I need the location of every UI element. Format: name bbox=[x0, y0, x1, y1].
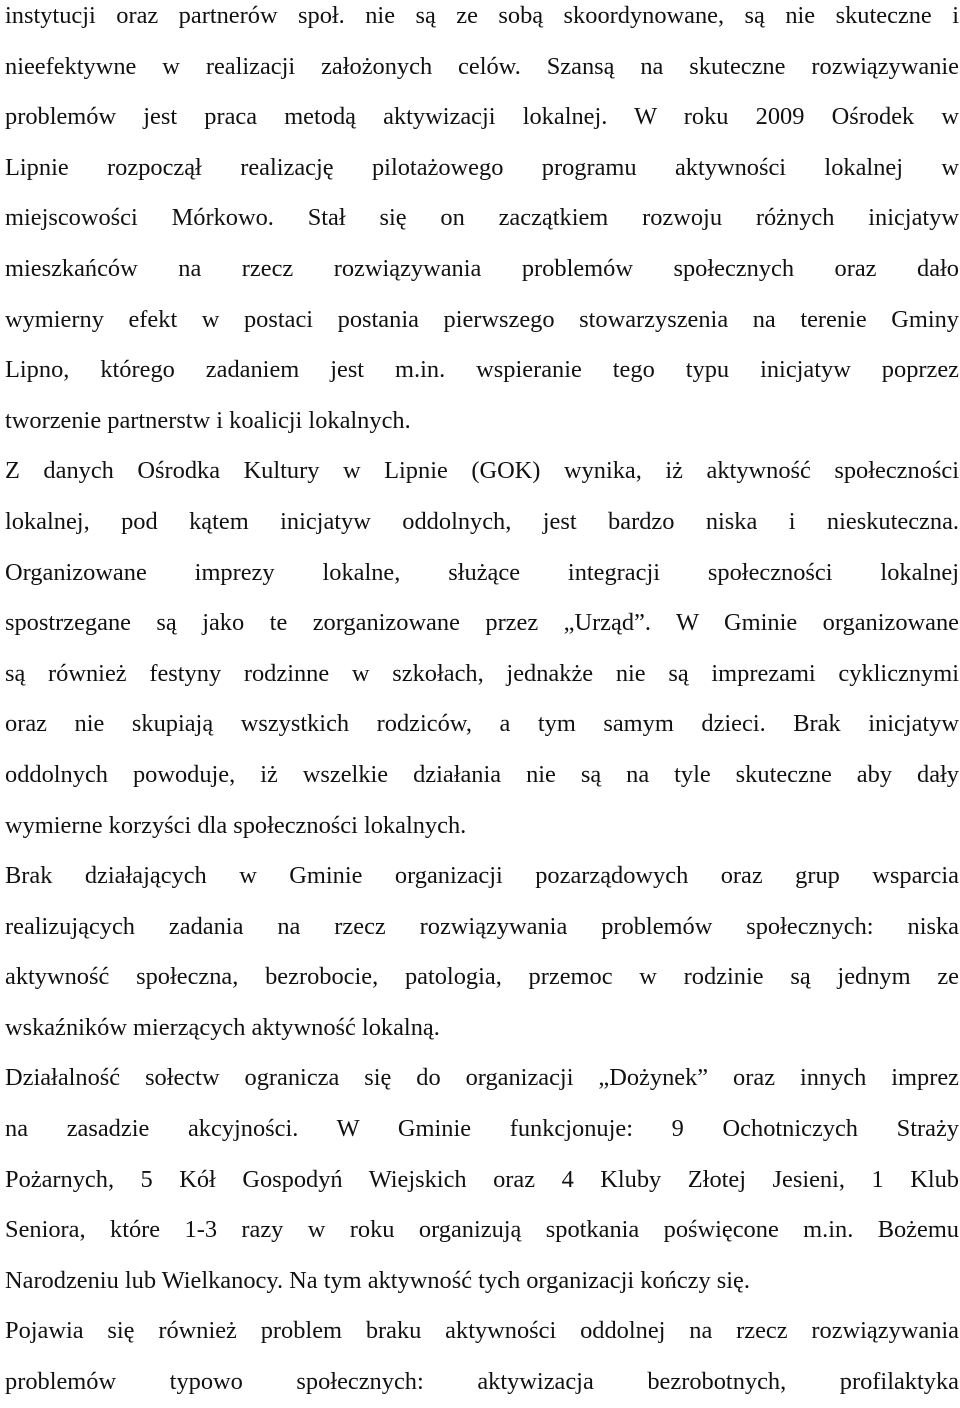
text-line: wskaźników mierzących aktywność lokalną. bbox=[5, 1013, 440, 1041]
paragraph-aktywnosc-oddolna bbox=[5, 1306, 959, 1407]
text-line: instytucji oraz partnerów społ. nie są ze sobą skoordynowane, są nie skuteczne i bbox=[5, 2, 959, 29]
text-line: aktywność społeczna, bezrobocie, patologia, przemoc w rodzinie są jednym ze bbox=[5, 963, 959, 991]
text-line: realizujących zadania na rzecz rozwiązywania problemów społecznych: niska bbox=[5, 912, 959, 940]
text-line: Pojawia się również problem braku aktywności oddolnej na rzecz rozwiązywania bbox=[5, 1317, 959, 1345]
text-line: Lipno, którego zadaniem jest m.in. wspieranie tego typu inicjatyw poprzez bbox=[5, 356, 959, 384]
text-line: Lipnie rozpoczął realizację pilotażowego programu aktywności lokalnej w bbox=[5, 153, 959, 181]
text-line: Brak działających w Gminie organizacji pozarządowych oraz grup wsparcia bbox=[5, 862, 959, 890]
text-line: oraz nie skupiają wszystkich rodziców, a tym samym dzieci. Brak inicjatyw bbox=[5, 710, 959, 738]
text-line: wymierne korzyści dla społeczności lokalnych. bbox=[5, 811, 467, 839]
text-line: problemów typowo społecznych: aktywizacja bezrobotnych, profilaktyka bbox=[5, 1368, 959, 1396]
text-line: spostrzegane są jako te zorganizowane przez „Urząd”. W Gminie organizowane bbox=[5, 609, 959, 637]
text-line: lokalnej, pod kątem inicjatyw oddolnych, jest bardzo niska i nieskuteczna. bbox=[5, 507, 959, 535]
text-line: tworzenie partnerstw i koalicji lokalnych. bbox=[5, 406, 411, 434]
text-line: na zasadzie akcyjności. W Gminie funkcjonuje: 9 Ochotniczych Straży bbox=[5, 1115, 959, 1143]
text-line: są również festyny rodzinne w szkołach, jednakże nie są imprezami cyklicznymi bbox=[5, 659, 959, 687]
document-page bbox=[5, 0, 959, 1408]
text-line: wymierny efekt w postaci postania pierwszego stowarzyszenia na terenie Gminy bbox=[5, 305, 959, 333]
text-line: Seniora, które 1-3 razy w roku organizują spotkania poświęcone m.in. Bożemu bbox=[5, 1216, 959, 1244]
text-line: nieefektywne w realizacji założonych celów. Szansą na skuteczne rozwiązywanie bbox=[5, 52, 959, 80]
text-line: miejscowości Mórkowo. Stał się on zaczątkiem rozwoju różnych inicjatyw bbox=[5, 204, 959, 232]
text-line: Pożarnych, 5 Kół Gospodyń Wiejskich oraz 4 Kluby Złotej Jesieni, 1 Klub bbox=[5, 1165, 959, 1193]
paragraph-organizacje-pozarzadowe bbox=[5, 851, 959, 1053]
paragraph-solectwa bbox=[5, 1053, 959, 1306]
paragraph-gok bbox=[5, 446, 959, 851]
text-line: oddolnych powoduje, iż wszelkie działania nie są na tyle skuteczne aby dały bbox=[5, 760, 959, 788]
text-line: Organizowane imprezy lokalne, służące integracji społeczności lokalnej bbox=[5, 558, 959, 586]
text-line: mieszkańców na rzecz rozwiązywania problemów społecznych oraz dało bbox=[5, 254, 959, 282]
paragraph-aktywnosc-lokalna bbox=[5, 0, 959, 446]
text-line: Z danych Ośrodka Kultury w Lipnie (GOK) wynika, iż aktywność społeczności bbox=[5, 457, 959, 485]
text-line: Narodzeniu lub Wielkanocy. Na tym aktywność tych organizacji kończy się. bbox=[5, 1266, 750, 1294]
text-line: Działalność sołectw ogranicza się do organizacji „Dożynek” oraz innych imprez bbox=[5, 1064, 959, 1092]
text-line: problemów jest praca metodą aktywizacji lokalnej. W roku 2009 Ośrodek w bbox=[5, 103, 959, 131]
